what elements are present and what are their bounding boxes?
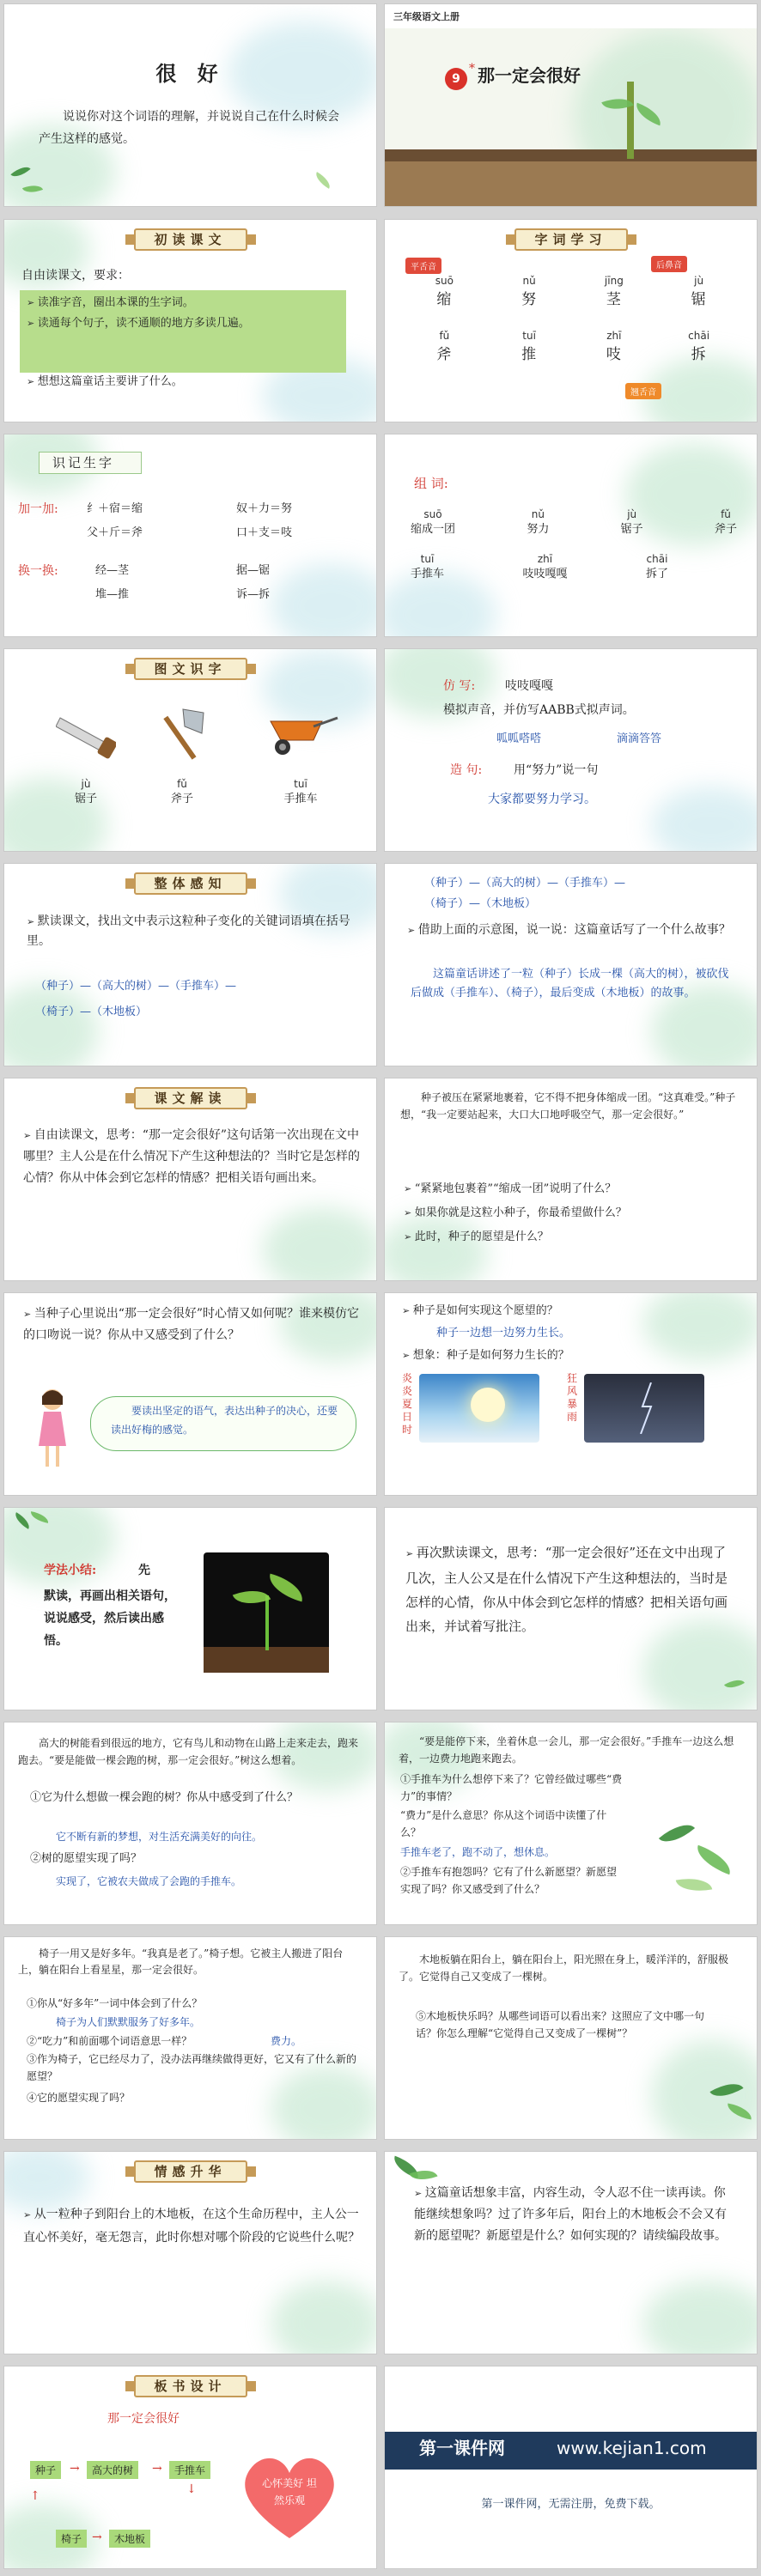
- wheelbarrow-icon: [262, 709, 339, 761]
- girl-icon: [35, 1386, 70, 1472]
- slide-14: [384, 1292, 758, 1496]
- char-card: suō 缩: [435, 275, 454, 308]
- slide-21: [3, 2151, 377, 2354]
- slide-10: [384, 863, 758, 1066]
- answer-line: 椅子为人们默默服务了好多年。: [56, 2016, 201, 2028]
- imitate-instruction: 模拟声音，并仿写AABB式拟声词。: [443, 703, 635, 717]
- seed-chain: （椅子）—（木地板）: [35, 1005, 148, 1018]
- axe-icon: [152, 704, 212, 764]
- task-question: ➢ 这篇童话想象丰富，内容生动，令人忍不住一读再读。你能继续想象吗？过了许多年后，阳台上的木地板会不会又有新的愿望呢？新愿望是什么？如何实现的？请续编段故事。: [414, 2183, 732, 2247]
- swap-pair: 经—茎: [95, 564, 130, 577]
- method-add-label: 加一加:: [18, 502, 58, 516]
- scene-label: 炎炎夏日时: [402, 1372, 413, 1436]
- flow-arrow: ↓: [186, 2482, 197, 2496]
- answer-line: 它不断有新的梦想，对生活充满美好的向往。: [56, 1831, 263, 1843]
- slide-6: [384, 434, 758, 637]
- slide-17: [3, 1722, 377, 1925]
- add-formula: 纟＋宿＝缩: [87, 502, 143, 515]
- word-card: jù 锯子: [620, 508, 643, 536]
- section-banner: 课文解读: [133, 1087, 247, 1109]
- slide-7: [3, 648, 377, 852]
- question-item: ➢ 此时，种子的愿望是什么？: [404, 1228, 742, 1247]
- flow-node: 高大的树: [87, 2461, 138, 2479]
- flow-arrow: →: [92, 2530, 102, 2544]
- task-item: ➢ 读准字音，圈出本课的生字词。: [27, 294, 336, 313]
- story-paragraph: 种子被压在紧紧地裹着，它不得不把身体缩成一团。“这真难受。”种子想，“我一定要站起来，大口大口地呼吸空气，那一定会很好。”: [400, 1091, 736, 1121]
- flow-arrow: ↑: [30, 2489, 40, 2503]
- task-question: ➢ 从一粒种子到阳台上的木地板，在这个生命历程中，主人公一直心怀美好，毫无怨言，此时你想对哪个阶段的它说些什么呢？: [23, 2203, 362, 2249]
- slide-22: [384, 2151, 758, 2354]
- sentence-label: 造 句:: [450, 763, 483, 777]
- question-item: ➢ 如果你就是这粒小种子，你最希望做什么？: [404, 1204, 742, 1223]
- task-question: ➢ 自由读课文，思考：“那一定会很好”这句话第一次出现在文中哪里？主人公是在什么情况下产生这种想法的？当时它是怎样的心情？你从中体会到它怎样的情感？把相关语句画出来。: [23, 1125, 362, 1189]
- slide-body: 说说你对这个词语的理解，并说说自己在什么时候会产生这样的感觉。: [39, 110, 339, 146]
- char-card: fǔ 斧: [436, 330, 453, 363]
- story-paragraph: 椅子一用又是好多年。“我真是老了。”椅子想。它被主人搬进了阳台上，躺在阳台上看星星，那一定会很好。: [18, 1947, 344, 1976]
- char-card: nǔ 努: [521, 275, 538, 308]
- method-swap-label: 换一换:: [18, 564, 58, 578]
- tool-label: fǔ 斧子: [170, 778, 193, 805]
- slide-5: [3, 434, 377, 637]
- task-item: ➢ 读通每个句子，读不通顺的地方多读几遍。: [27, 314, 336, 333]
- slide-23: [3, 2366, 377, 2569]
- question-item: “费力”是什么意思？你从这个词语中读懂了什么？: [400, 1809, 607, 1838]
- task-question: ➢ 当种子心里说出“那一定会很好”时心情又如何呢？谁来模仿它的口吻说一说？你从中又感受到了什么？: [23, 1303, 362, 1346]
- story-summary: 这篇童话讲述了一粒（种子）长成一棵（高大的树），被砍伐后做成（手推车）、（椅子），最后变成（木地板）的故事。: [411, 968, 729, 999]
- scene-label: 狂风暴雨: [567, 1372, 578, 1423]
- slide-16: [384, 1507, 758, 1710]
- flow-arrow: →: [152, 2462, 162, 2476]
- flow-arrow: →: [70, 2462, 80, 2476]
- lesson-title: 那一定会很好: [478, 65, 581, 86]
- section-banner: 图文识字: [133, 658, 247, 680]
- add-formula: 口＋支＝吱: [236, 526, 293, 539]
- question-item: ➢ “紧紧地包裹着”“缩成一团”说明了什么？: [404, 1180, 742, 1199]
- imitate-label: 仿 写:: [443, 679, 476, 693]
- section-banner: 情感升华: [133, 2160, 247, 2183]
- task-question: ➢ 再次默读课文，思考：“那一定会很好”还在文中出现了几次，主人公又是在什么情况下产生这种想法的，当时是怎样的心情，你从中体会到它怎样的情感？把相关语句画出来，并试着写批注。: [405, 1540, 732, 1638]
- answer-line: 实现了，它被农夫做成了会跑的手推车。: [56, 1875, 242, 1887]
- saw-icon: [56, 709, 116, 761]
- seed-chain: （椅子）—（木地板）: [424, 897, 537, 910]
- seed-chain: （种子）—（高大的树）—（手推车）—: [35, 980, 237, 993]
- char-card: chāi 拆: [688, 330, 710, 363]
- slide-11: [3, 1078, 377, 1281]
- lesson-number-badge: 9: [445, 68, 467, 90]
- board-title: 那一定会很好: [107, 2412, 180, 2426]
- question-item: ①它为什么想做一棵会跑的树？你从中感受到了什么？: [30, 1791, 299, 1804]
- foliage-decoration: [642, 1791, 754, 1920]
- swap-pair: 据—锯: [236, 564, 271, 577]
- word-card: nǔ 努力: [527, 508, 550, 536]
- slide-title: 很 好: [155, 61, 225, 86]
- summer-sky-image: [419, 1374, 539, 1443]
- seed-chain: （种子）—（高大的树）—（手推车）—: [424, 877, 626, 890]
- brand-note: 第一课件网，无需注册，免费下载。: [481, 2498, 661, 2511]
- task-item: ➢ 想想这篇童话主要讲了什么。: [27, 373, 336, 392]
- section-banner: 整体感知: [133, 872, 247, 895]
- brand-url[interactable]: www.kejian1.com: [557, 2438, 707, 2458]
- task-lead: 自由读课文，要求：: [21, 269, 130, 283]
- swap-pair: 堆—推: [95, 588, 130, 601]
- answer-line: 种子一边想一边努力生长。: [436, 1327, 571, 1340]
- slide-19: [3, 1936, 377, 2140]
- story-paragraph: 木地板躺在阳台上，躺在阳台上，阳光照在身上，暖洋洋的，舒服极了。它觉得自己又变成了一棵树。: [399, 1953, 729, 1983]
- word-card: zhī 吱吱嘎嘎: [522, 553, 568, 580]
- answer-line: 费力。: [271, 2035, 302, 2047]
- word-card: suō 缩成一团: [411, 508, 456, 536]
- flow-node: 椅子: [56, 2530, 87, 2548]
- section-title: 识记生字: [52, 455, 115, 471]
- back-nasal-tag: 后鼻音: [651, 256, 687, 272]
- swap-pair: 诉—拆: [236, 588, 271, 601]
- section-banner: 板书设计: [133, 2375, 247, 2397]
- method-summary-text: 默读，再画出相关语句，说说感受，然后读出感悟。: [44, 1589, 176, 1648]
- retroflex-tag: 翘舌音: [625, 383, 661, 399]
- slide-9: [3, 863, 377, 1066]
- question-item: ①手推车为什么想停下来了？它曾经做过哪些“费力”的事情？: [400, 1773, 623, 1802]
- sprout-photo: [204, 1552, 329, 1673]
- sprout-icon: [627, 82, 634, 159]
- storm-image: [584, 1374, 704, 1443]
- flat-tongue-tag: 平舌音: [405, 258, 441, 274]
- question-item: ②“吃力”和前面哪个词语意思一样？: [27, 2035, 192, 2047]
- flow-node: 木地板: [109, 2530, 150, 2548]
- add-formula: 父＋斤＝斧: [87, 526, 143, 539]
- grade-header: 三年级语文上册: [393, 11, 460, 22]
- method-summary-text: 先: [138, 1564, 150, 1577]
- word-card: fǔ 斧子: [714, 508, 737, 536]
- imitate-word: 吱吱嘎嘎: [505, 679, 553, 693]
- question-item: ②手推车有抱怨吗？它有了什么新愿望？新愿望实现了吗？你又感受到了什么？: [400, 1866, 618, 1895]
- answer-line: 手推车老了，跑不动了，想休息。: [400, 1846, 556, 1858]
- reading-tip: 要读出坚定的语气，表达出种子的决心，还要读出好梅的感觉。: [111, 1405, 338, 1436]
- slide-24: [384, 2366, 758, 2569]
- question-item: ①你从“好多年”一词中体会到了什么？: [27, 1997, 203, 2009]
- task-question: ➢ 借助上面的示意图，说一说：这篇童话写了一个什么故事？: [407, 920, 734, 940]
- slide-18: [384, 1722, 758, 1925]
- section-banner: 初读课文: [133, 228, 247, 251]
- tool-label: tuī 手推车: [283, 778, 318, 805]
- heart-text: 心怀美好 坦然乐观: [262, 2477, 317, 2506]
- slide-8: [384, 648, 758, 852]
- task-question: ➢ 默读课文，找出文中表示这粒种子变化的关键词语填在括号里。: [27, 912, 362, 951]
- question-item: ➢ 种子是如何实现这个愿望的？: [402, 1302, 558, 1321]
- flow-node: 种子: [30, 2461, 61, 2479]
- question-item: ②树的愿望实现了吗？: [30, 1852, 143, 1865]
- char-card: jīng 茎: [604, 275, 624, 308]
- section-banner: 字词学习: [514, 228, 627, 251]
- char-card: zhī 吱: [606, 330, 622, 363]
- question-item: ④它的愿望实现了吗？: [27, 2092, 131, 2104]
- sentence-example: 大家都要努力学习。: [488, 793, 596, 806]
- char-card: tuī 推: [521, 330, 538, 363]
- flow-node: 手推车: [169, 2461, 210, 2479]
- slide-12: [384, 1078, 758, 1281]
- char-card: jù 锯: [691, 275, 707, 308]
- slide-20: [384, 1936, 758, 2140]
- word-card: tuī 手推车: [411, 553, 445, 580]
- example-word: 滴滴答答: [617, 732, 662, 745]
- question-item: ⑤木地板快乐吗？从哪些词语可以看出来？这照应了文中哪一句话？你怎么理解“它觉得自己又变成了一棵树”？: [416, 2010, 705, 2039]
- sentence-instruction: 用“努力”说一句: [514, 763, 599, 777]
- slide-1: [3, 3, 377, 207]
- story-paragraph: “要是能停下来，坐着休息一会儿，那一定会很好。”手推车一边这么想着，一边费力地跑来跑去。: [399, 1735, 734, 1765]
- word-group-label: 组 词:: [414, 476, 448, 491]
- slide-3: [3, 219, 377, 422]
- method-summary-label: 学法小结:: [44, 1564, 97, 1577]
- slide-4: [384, 219, 758, 422]
- question-item: ➢ 想象：种子是如何努力生长的？: [402, 1346, 569, 1365]
- story-paragraph: 高大的树能看到很远的地方，它有鸟儿和动物在山路上走来走去，跑来跑去。“要是能做一棵会跑的树，那一定会很好。”树这么想着。: [18, 1737, 359, 1766]
- question-item: ③作为椅子，它已经尽力了，没办法再继续做得更好，它又有了什么新的愿望？: [27, 2053, 357, 2082]
- add-formula: 奴＋力＝努: [236, 502, 293, 515]
- lesson-star: *: [469, 62, 475, 76]
- slide-15: [3, 1507, 377, 1710]
- slide-2: [384, 3, 758, 207]
- tool-label: jù 锯子: [74, 778, 97, 805]
- brand-name: 第一课件网: [419, 2438, 505, 2458]
- word-card: chāi 拆了: [645, 553, 668, 580]
- slide-13: [3, 1292, 377, 1496]
- example-word: 呱呱嗒嗒: [496, 732, 542, 745]
